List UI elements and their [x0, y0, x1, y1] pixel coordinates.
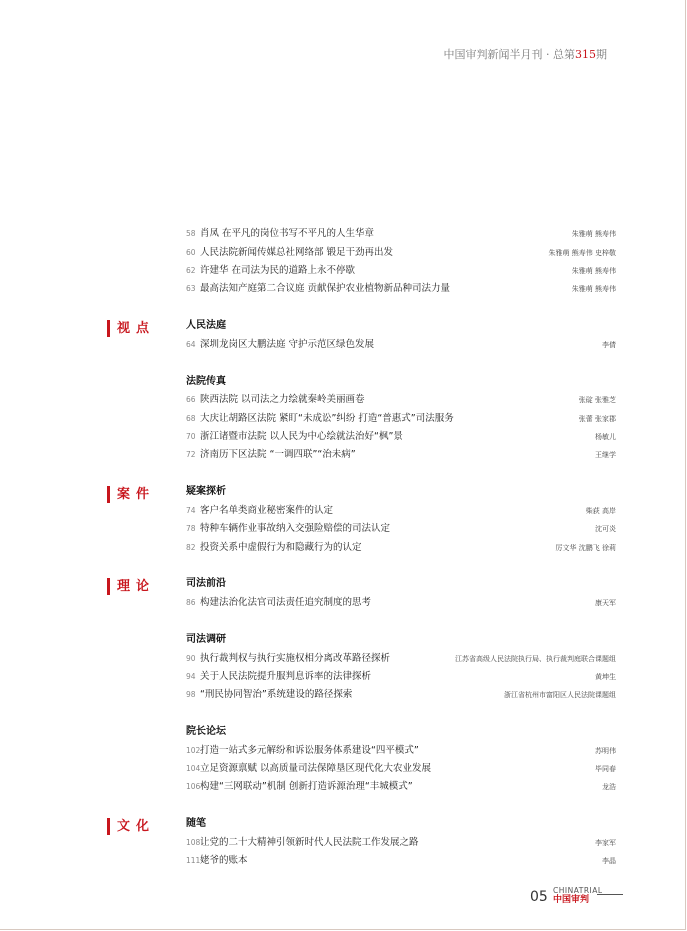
- section-label-wenhua: 文化: [107, 818, 155, 835]
- article-title: 许建华 在司法为民的道路上永不停歇: [200, 265, 356, 276]
- running-header: [444, 46, 608, 62]
- article-title: 济南历下区法院 “一调四联”“治未病”: [200, 449, 356, 460]
- article-author: 龙浩: [602, 783, 616, 791]
- toc-entry[interactable]: [186, 428, 616, 446]
- page-ref: 94: [186, 672, 196, 681]
- article-author: 朱雅萌 熊寿伟 史梓敬: [548, 249, 616, 257]
- page-ref: 63: [186, 284, 196, 293]
- page-ref: 66: [186, 395, 196, 404]
- subhead-fayuan-chuanzhen: 法院传真: [186, 376, 226, 387]
- article-author: 朱雅萌 熊寿伟: [571, 267, 616, 275]
- page-ref: 90: [186, 654, 196, 663]
- page-ref: 86: [186, 598, 196, 607]
- subhead-sifa-qianyan: 司法前沿: [186, 578, 226, 589]
- issue-number: 315: [575, 48, 596, 61]
- article-author: 朱雅萌 熊寿伟: [571, 230, 616, 238]
- toc-entry[interactable]: [186, 225, 616, 243]
- article-title: 让党的二十大精神引领新时代人民法院工作发展之路: [200, 837, 419, 848]
- toc-entry[interactable]: [186, 520, 616, 538]
- toc-entry[interactable]: [186, 391, 616, 409]
- article-author: 浙江省杭州市富阳区人民法院课题组: [504, 691, 616, 699]
- article-title: 最高法知产庭第二合议庭 贡献保护农业植物新品种司法力量: [200, 283, 451, 294]
- article-title: 投资关系中虚假行为和隐藏行为的认定: [200, 542, 362, 553]
- article-title: 肖凤 在平凡的岗位书写不平凡的人生华章: [200, 228, 375, 239]
- page-ref: 72: [186, 450, 196, 459]
- toc-entry[interactable]: [186, 336, 616, 354]
- article-author: 李晶: [602, 857, 616, 865]
- subhead-yuanzhang-luntan: 院长论坛: [186, 726, 226, 737]
- page-ref: 111: [186, 856, 201, 865]
- page-ref: 102: [186, 746, 201, 755]
- toc-entry[interactable]: [186, 262, 616, 280]
- toc-entry[interactable]: [186, 446, 616, 464]
- logo-chinese: 中国审判: [553, 895, 590, 905]
- publication-name: 中国审判新闻半月刊 · 总第: [443, 48, 575, 61]
- article-title: 姥爷的账本: [200, 855, 248, 866]
- toc-entry[interactable]: [186, 502, 616, 520]
- section-label-shidian: 视点: [107, 320, 155, 337]
- article-title: 大庆让胡路区法院 紧盯“未成讼”纠纷 打造“普惠式”司法服务: [200, 413, 454, 424]
- article-author: 张蕾 张家郡: [578, 415, 616, 423]
- article-author: 李家军: [595, 839, 616, 847]
- page-number: 05: [530, 889, 548, 905]
- toc-entry[interactable]: [186, 594, 616, 612]
- article-author: 康天军: [595, 599, 616, 607]
- article-title: 客户名单类商业秘密案件的认定: [200, 505, 334, 516]
- page-ref: 106: [186, 782, 201, 791]
- subhead-renmin-fating: 人民法庭: [186, 320, 226, 331]
- toc-entry[interactable]: [186, 410, 616, 428]
- article-title: 立足资源禀赋 以高质量司法保障垦区现代化大农业发展: [200, 763, 432, 774]
- logo-rule: [597, 894, 623, 895]
- page-ref: 60: [186, 248, 196, 257]
- toc-entry[interactable]: [186, 852, 616, 870]
- page-ref: 64: [186, 340, 196, 349]
- page-ref: 82: [186, 543, 196, 552]
- page-ref: 70: [186, 432, 196, 441]
- page-ref: 62: [186, 266, 196, 275]
- article-title: 关于人民法院提升服判息诉率的法律探析: [200, 671, 372, 682]
- article-title: 浙江诸暨市法院 以人民为中心绘就法治好“枫”景: [200, 431, 403, 442]
- toc-entry[interactable]: [186, 650, 616, 668]
- article-author: 毕同春: [595, 765, 616, 773]
- article-title: 打造一站式多元解纷和诉讼服务体系建设“四平模式”: [200, 745, 419, 756]
- toc-entry[interactable]: [186, 778, 616, 796]
- article-author: 王继学: [595, 451, 616, 459]
- page-ref: 108: [186, 838, 201, 847]
- article-author: 李倩: [602, 341, 616, 349]
- page-ref: 68: [186, 414, 196, 423]
- page-ref: 78: [186, 524, 196, 533]
- article-author: 朱雅萌 熊寿伟: [571, 285, 616, 293]
- page-ref: 58: [186, 229, 196, 238]
- article-author: 厉文华 沈鹏飞 徐莉: [555, 544, 616, 552]
- toc-entry[interactable]: [186, 244, 616, 262]
- article-title: 构建“三网联动”机制 创新打造诉源治理“丰城模式”: [200, 781, 413, 792]
- toc-entry[interactable]: [186, 686, 616, 704]
- subhead-suibi: 随笔: [186, 818, 206, 829]
- toc-entry[interactable]: [186, 280, 616, 298]
- article-author: 杨敏儿: [595, 433, 616, 441]
- article-title: 陕西法院 以司法之力绘就秦岭美丽画卷: [200, 394, 365, 405]
- page-ref: 98: [186, 690, 196, 699]
- article-title: 特种车辆作业事故纳入交强险赔偿的司法认定: [200, 523, 391, 534]
- article-author: 张碇 张雅芝: [578, 396, 616, 404]
- article-title: 构建法治化法官司法责任追究制度的思考: [200, 597, 372, 608]
- toc-entry[interactable]: [186, 834, 616, 852]
- article-title: 执行裁判权与执行实施权相分离改革路径探析: [200, 653, 391, 664]
- section-label-anjian: 案件: [107, 486, 155, 503]
- article-author: 苏明伟: [595, 747, 616, 755]
- article-author: 柴荻 高岸: [585, 507, 616, 515]
- section-label-lilun: 理论: [107, 578, 155, 595]
- article-title: “刑民协同智治”系统建设的路径探索: [200, 689, 353, 700]
- article-title: 深圳龙岗区大鹏法庭 守护示范区绿色发展: [200, 339, 375, 350]
- logo-english: CHINATRIAL: [553, 886, 603, 895]
- toc-entry[interactable]: [186, 742, 616, 760]
- toc-entry[interactable]: [186, 760, 616, 778]
- issue-suffix: 期: [596, 48, 607, 61]
- article-author: 黄坤生: [595, 673, 616, 681]
- toc-entry[interactable]: [186, 539, 616, 557]
- magazine-logo: [553, 886, 623, 906]
- article-author: 江苏省高级人民法院执行局、执行裁判庭联合课题组: [455, 655, 616, 663]
- toc-entry[interactable]: [186, 668, 616, 686]
- subhead-yian-tanxi: 疑案探析: [186, 486, 226, 497]
- page-ref: 74: [186, 506, 196, 515]
- page-ref: 104: [186, 764, 201, 773]
- article-title: 人民法院新闻传媒总社网络部 锻足干劲再出发: [200, 247, 394, 258]
- article-author: 沈可炎: [595, 525, 616, 533]
- subhead-sifa-diaoyan: 司法调研: [186, 634, 226, 645]
